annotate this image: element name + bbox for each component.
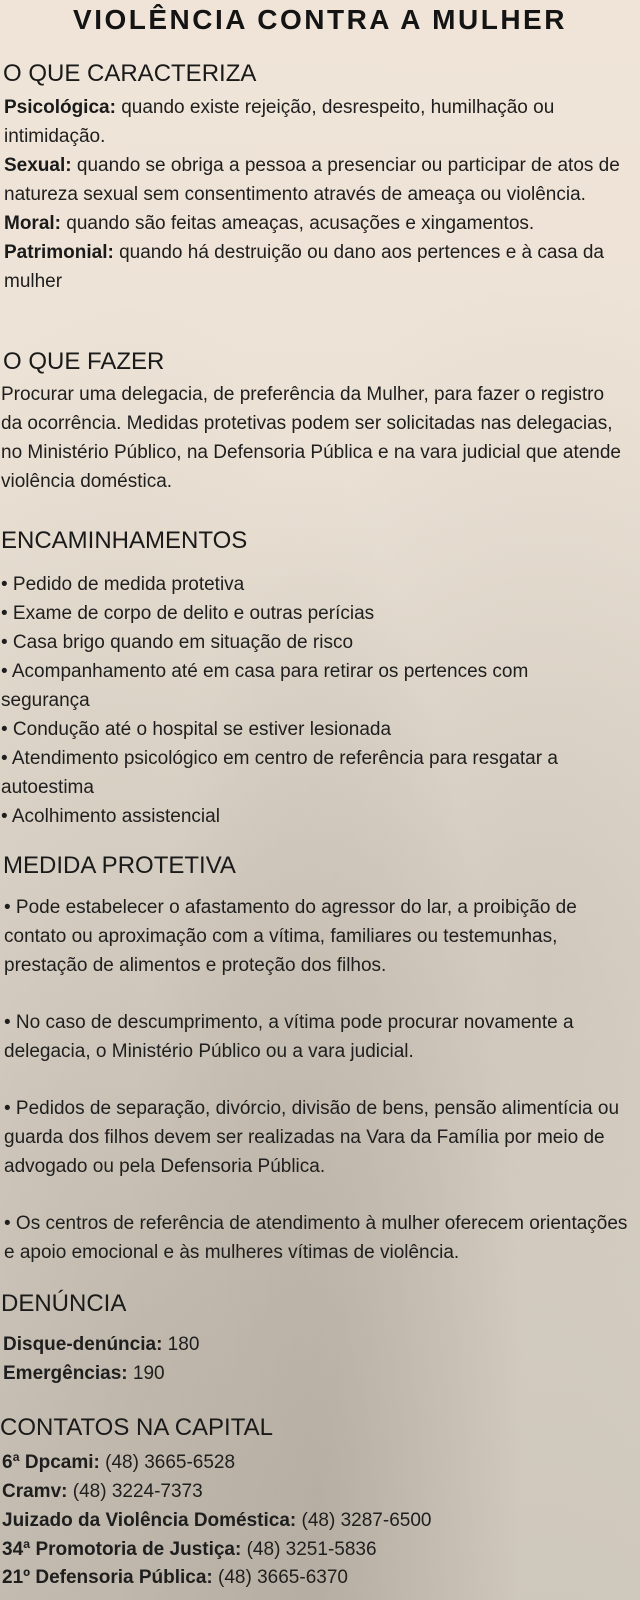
caracteriza-text: quando existe rejeição, desrespeito, humilhação ou intimidação. — [4, 97, 555, 147]
caracteriza-text: quando se obriga a pessoa a presenciar ou participar de atos de natureza sexual sem consentimento através de ameaça ou violência. — [4, 155, 620, 205]
caracteriza-list — [4, 93, 636, 296]
contact-label: Juizado da Violência Doméstica: — [2, 1510, 297, 1531]
list-item: • Exame de corpo de delito e outras perícias — [1, 603, 375, 624]
fazer-paragraph: Procurar uma delegacia, de preferência da Mulher, para fazer o registro da ocorrência. Medidas protetivas podem ser solicitadas nas delegacias, no Ministério Público, na Defensoria Pública e na vara judicial que atende violência doméstica. — [1, 384, 621, 492]
section-heading-contatos: CONTATOS NA CAPITAL — [0, 1414, 273, 1441]
list-item: • Casa brigo quando em situação de risco — [1, 632, 354, 653]
contact-label: Emergências: — [3, 1363, 128, 1384]
contact-value: 180 — [162, 1334, 200, 1355]
contact-line — [2, 1506, 431, 1535]
list-item: • Acompanhamento até em casa para retirar os pertences com segurança — [1, 661, 529, 711]
caracteriza-label: Patrimonial: — [4, 242, 114, 263]
contact-label: Cramv: — [2, 1481, 68, 1502]
contact-label: 21º Defensoria Pública: — [2, 1567, 213, 1588]
caracteriza-label: Moral: — [4, 213, 61, 234]
caracteriza-item — [4, 238, 636, 296]
contact-value: 190 — [127, 1363, 165, 1384]
caracteriza-item — [4, 209, 636, 238]
medida-paragraph: • Os centros de referência de atendimento à mulher oferecem orientações e apoio emocional e às mulheres vítimas de violência. — [4, 1213, 628, 1263]
encaminhamentos-list — [1, 570, 633, 831]
contact-line — [2, 1535, 377, 1564]
section-heading-denuncia: DENÚNCIA — [1, 1290, 127, 1317]
contact-value: (48) 3287-6500 — [296, 1510, 432, 1531]
contact-line — [3, 1330, 199, 1359]
page-title: VIOLÊNCIA CONTRA A MULHER — [73, 4, 567, 35]
medida-paragraph: • No caso de descumprimento, a vítima pode procurar novamente a delegacia, o Ministério Público ou a vara judicial. — [4, 1012, 574, 1062]
medida-paragraph: • Pedidos de separação, divórcio, divisão de bens, pensão alimentícia ou guarda dos filhos devem ser realizadas na Vara da Família por meio de advogado ou pela Defensoria Pública. — [4, 1098, 620, 1177]
section-heading-fazer: O QUE FAZER — [3, 348, 165, 375]
caracteriza-label: Psicológica: — [4, 97, 116, 118]
caracteriza-item — [4, 93, 636, 151]
contact-value: (48) 3224-7373 — [67, 1481, 203, 1502]
caracteriza-item — [4, 151, 636, 209]
contact-line — [3, 1359, 165, 1388]
caracteriza-text: quando são feitas ameaças, acusações e xingamentos. — [61, 213, 535, 234]
caracteriza-label: Sexual: — [4, 155, 72, 176]
section-heading-medida: MEDIDA PROTETIVA — [3, 852, 236, 879]
caracteriza-text: quando há destruição ou dano aos pertences e à casa da mulher — [4, 242, 604, 292]
section-heading-caracteriza: O QUE CARACTERIZA — [3, 60, 257, 87]
contact-line — [2, 1448, 235, 1477]
contact-value: (48) 3665-6528 — [99, 1452, 236, 1473]
contact-label: Disque-denúncia: — [3, 1334, 163, 1355]
section-heading-encaminhamentos: ENCAMINHAMENTOS — [1, 527, 248, 554]
list-item: • Acolhimento assistencial — [1, 806, 220, 827]
contact-line — [2, 1563, 348, 1592]
list-item: • Condução até o hospital se estiver lesionada — [1, 719, 392, 740]
list-item: • Atendimento psicológico em centro de referência para resgatar a autoestima — [1, 748, 558, 798]
contact-value: (48) 3251-5836 — [241, 1539, 377, 1560]
contact-line — [2, 1477, 203, 1506]
list-item: • Pedido de medida protetiva — [1, 574, 245, 595]
contact-value: (48) 3665-6370 — [212, 1567, 348, 1588]
medida-paragraph: • Pode estabelecer o afastamento do agressor do lar, a proibição de contato ou aproximação com a vítima, familiares ou testemunhas, prestação de alimentos e proteção dos filhos. — [4, 897, 577, 976]
contact-label: 6ª Dpcami: — [2, 1452, 100, 1473]
contact-label: 34ª Promotoria de Justiça: — [2, 1539, 242, 1560]
